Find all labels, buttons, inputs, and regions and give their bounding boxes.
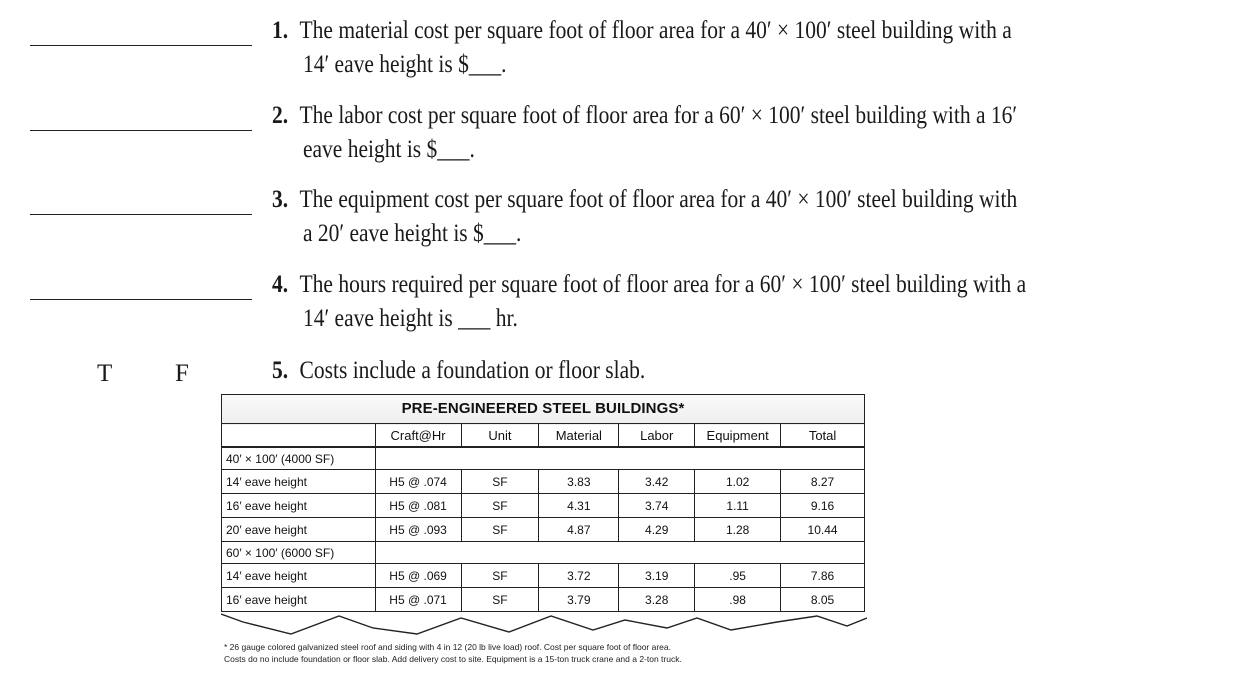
cell-material: 4.31 <box>539 494 619 518</box>
cell-equipment: .95 <box>695 564 781 588</box>
header-unit: Unit <box>461 424 539 448</box>
cell-labor: 4.29 <box>619 518 695 542</box>
question-number: 2. <box>272 102 289 129</box>
cost-grid <box>221 423 865 612</box>
cell-unit: SF <box>461 518 539 542</box>
answer-blank-2[interactable] <box>30 130 252 131</box>
cell-material: 3.83 <box>539 470 619 494</box>
group-label: 40′ × 100′ (4000 SF) <box>222 447 376 470</box>
footnote-line-2: Costs do no include foundation or floor slab. Add delivery cost to site. Equipment is a 15-ton truck crane and a 2-ton truck. <box>224 654 682 664</box>
torn-edge <box>221 604 867 640</box>
cell-craft: H5 @ .074 <box>375 470 461 494</box>
question-3 <box>272 183 1018 251</box>
question-4 <box>272 268 1027 336</box>
table-row <box>222 494 865 518</box>
header-total: Total <box>781 424 865 448</box>
cell-craft: H5 @ .081 <box>375 494 461 518</box>
question-text: The material cost per square foot of floor area for a 40′ × 100′ steel building with a <box>299 17 1012 44</box>
cell-labor: 3.42 <box>619 470 695 494</box>
question-text: Costs include a foundation or floor slab. <box>299 357 646 384</box>
cell-labor: 3.28 <box>619 588 695 612</box>
cell-material: 3.72 <box>539 564 619 588</box>
cell-equipment: .98 <box>695 588 781 612</box>
cell-craft: H5 @ .093 <box>375 518 461 542</box>
cell-unit: SF <box>461 494 539 518</box>
row-label: 14′ eave height <box>222 564 376 588</box>
cell-total: 7.86 <box>781 564 865 588</box>
footnote-line-1: * 26 gauge colored galvanized steel roof and siding with 4 in 12 (20 lb live load) roof. Cost per square foot of floor area. <box>224 642 671 652</box>
answer-blank-3[interactable] <box>30 214 252 215</box>
cell-unit: SF <box>461 588 539 612</box>
table-title: PRE-ENGINEERED STEEL BUILDINGS* <box>401 400 685 417</box>
header-row <box>222 424 865 448</box>
question-number: 5. <box>272 357 289 384</box>
group-row <box>222 447 865 470</box>
header-material: Material <box>539 424 619 448</box>
question-text-cont: 14′ eave height is ___ hr. <box>302 305 518 332</box>
cell-unit: SF <box>461 564 539 588</box>
question-number: 3. <box>272 186 289 213</box>
cell-equipment: 1.02 <box>695 470 781 494</box>
cell-equipment: 1.28 <box>695 518 781 542</box>
true-option[interactable]: T <box>97 360 113 387</box>
group-label: 60′ × 100′ (6000 SF) <box>222 542 376 564</box>
question-text: The labor cost per square foot of floor area for a 60′ × 100′ steel building with a 16′ <box>299 102 1018 129</box>
table-row <box>222 518 865 542</box>
header-craft: Craft@Hr <box>375 424 461 448</box>
question-text: The equipment cost per square foot of floor area for a 40′ × 100′ steel building with <box>299 186 1018 213</box>
cell-total: 9.16 <box>781 494 865 518</box>
cell-total: 10.44 <box>781 518 865 542</box>
question-number: 1. <box>272 17 289 44</box>
cell-material: 3.79 <box>539 588 619 612</box>
cell-equipment: 1.11 <box>695 494 781 518</box>
question-text-cont: 14′ eave height is $___. <box>302 51 507 78</box>
answer-blank-1[interactable] <box>30 45 252 46</box>
table-row <box>222 470 865 494</box>
question-2 <box>272 99 1018 167</box>
question-number: 4. <box>272 271 289 298</box>
question-1 <box>272 14 1012 82</box>
group-row <box>222 542 865 564</box>
question-text-cont: eave height is $___. <box>302 136 475 163</box>
cell-unit: SF <box>461 470 539 494</box>
answer-blank-4[interactable] <box>30 299 252 300</box>
cell-craft: H5 @ .069 <box>375 564 461 588</box>
cell-labor: 3.19 <box>619 564 695 588</box>
cell-labor: 3.74 <box>619 494 695 518</box>
row-label: 16′ eave height <box>222 494 376 518</box>
question-5 <box>272 354 986 388</box>
header-blank <box>222 424 376 448</box>
false-option[interactable]: F <box>175 360 189 387</box>
steel-buildings-table <box>221 394 865 622</box>
row-label: 20′ eave height <box>222 518 376 542</box>
cell-craft: H5 @ .071 <box>375 588 461 612</box>
question-text: The hours required per square foot of floor area for a 60′ × 100′ steel building with a <box>299 271 1027 298</box>
cell-material: 4.87 <box>539 518 619 542</box>
row-label: 14′ eave height <box>222 470 376 494</box>
table-footnote <box>224 641 844 665</box>
table-row <box>222 564 865 588</box>
header-labor: Labor <box>619 424 695 448</box>
cell-total: 8.05 <box>781 588 865 612</box>
question-text-cont: a 20′ eave height is $___. <box>302 220 522 247</box>
header-equipment: Equipment <box>695 424 781 448</box>
row-label: 16′ eave height <box>222 588 376 612</box>
cell-total: 8.27 <box>781 470 865 494</box>
